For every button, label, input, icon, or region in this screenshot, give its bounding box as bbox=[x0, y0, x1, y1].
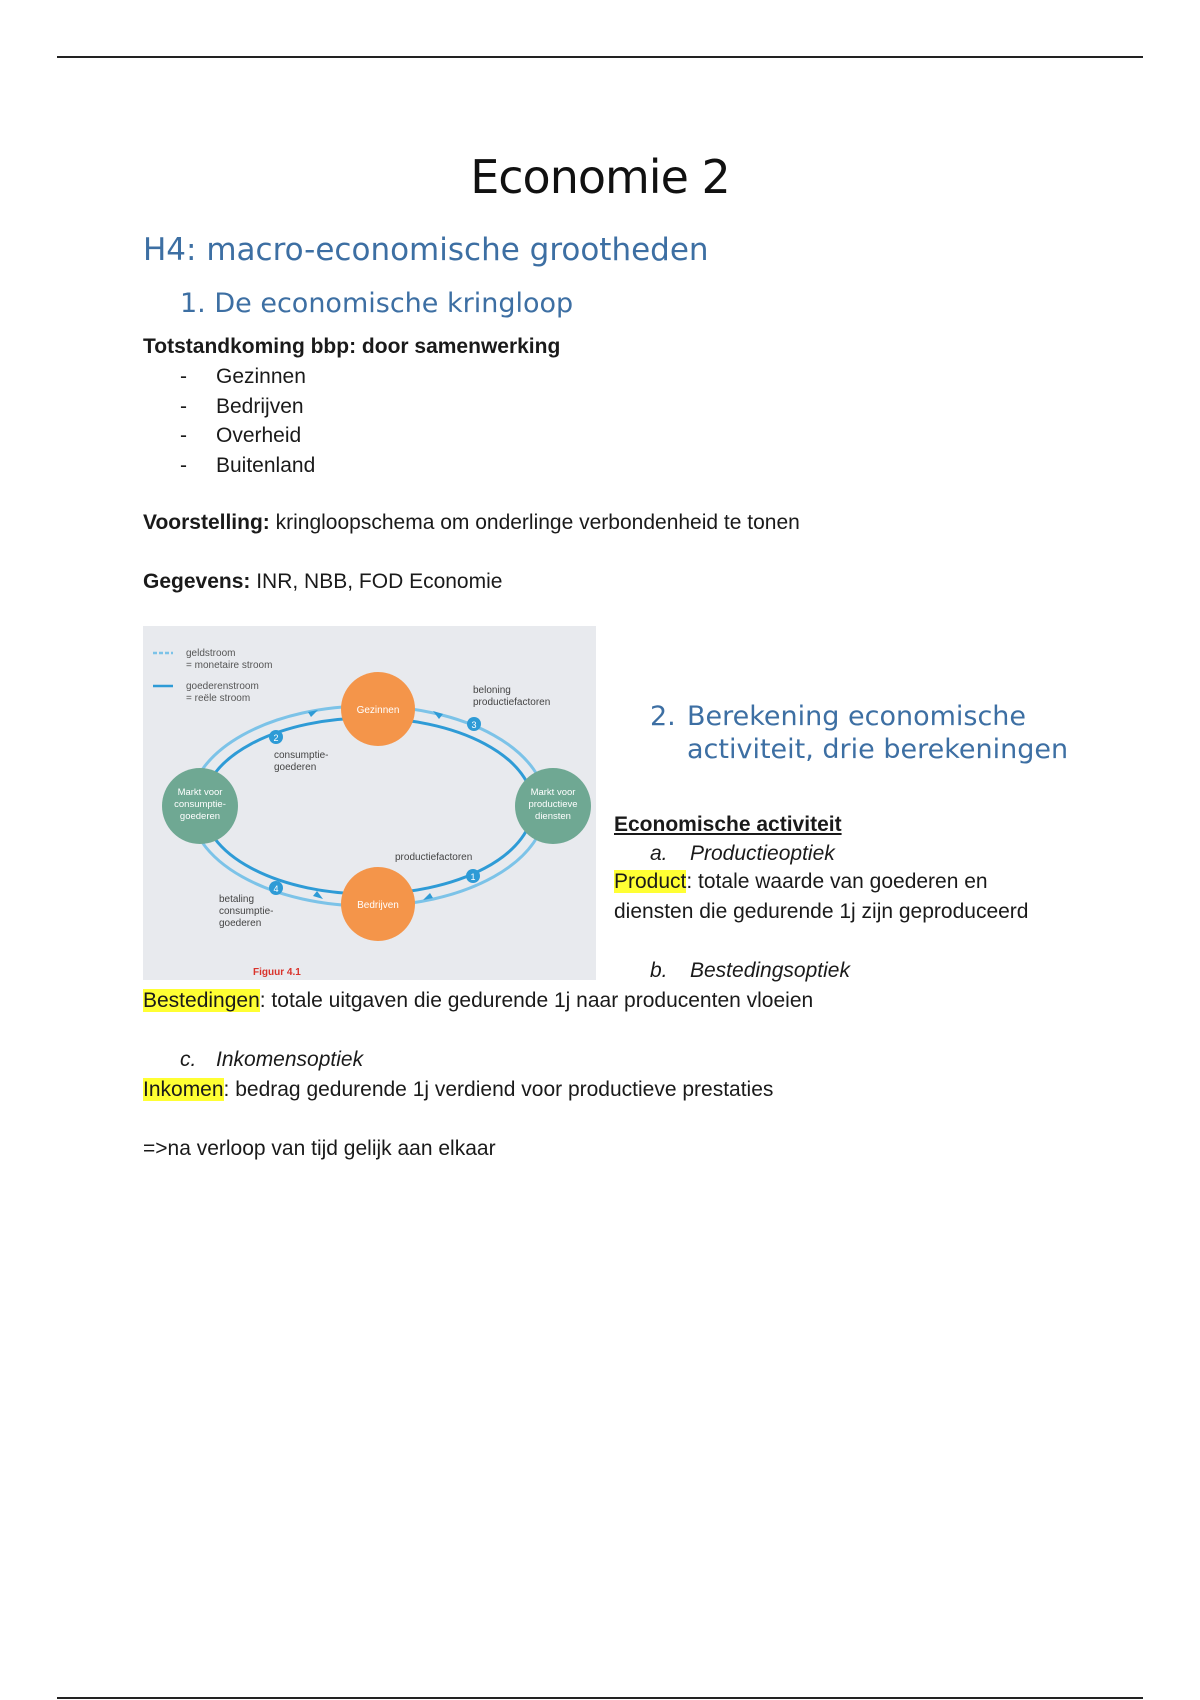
bbp-list bbox=[180, 362, 315, 480]
inkomen-term: Inkomen bbox=[143, 1078, 224, 1101]
node-label: Gezinnen bbox=[356, 705, 400, 716]
node-label: Markt voor bbox=[177, 787, 223, 798]
optiek-letter: b. bbox=[650, 959, 668, 982]
flow-label: beloning bbox=[473, 685, 511, 696]
footer-rule bbox=[57, 1697, 1143, 1699]
bestedingen-term: Bestedingen bbox=[143, 989, 260, 1012]
legend-label: geldstroom bbox=[186, 648, 236, 659]
flow-label: betaling bbox=[219, 894, 255, 905]
flow-marker-number: 1 bbox=[470, 872, 476, 882]
list-item-text: Buitenland bbox=[216, 453, 316, 477]
bestedingen-text: : totale uitgaven die gedurende 1j naar producenten vloeien bbox=[259, 989, 814, 1012]
optiek-text: Productieoptiek bbox=[690, 842, 835, 865]
flow-label: consumptie- bbox=[219, 906, 274, 917]
optiek-b bbox=[650, 956, 850, 985]
conclusion-text: =>na verloop van tijd gelijk aan elkaar bbox=[143, 1137, 496, 1160]
list-item bbox=[180, 392, 315, 422]
gegevens-paragraph bbox=[143, 567, 502, 596]
list-item bbox=[180, 451, 315, 481]
section-title: Berekening economische activiteit, drie berekeningen bbox=[687, 701, 1069, 765]
optiek-text: Bestedingsoptiek bbox=[690, 959, 850, 982]
list-item bbox=[180, 362, 315, 392]
gegevens-text: INR, NBB, FOD Economie bbox=[250, 570, 503, 593]
legend-label: = reële stroom bbox=[186, 693, 251, 704]
list-dash: - bbox=[180, 453, 187, 477]
list-item-text: Overheid bbox=[216, 424, 302, 447]
node-label: Markt voor bbox=[530, 787, 576, 798]
optiek-c bbox=[180, 1045, 363, 1074]
header-rule bbox=[57, 56, 1143, 58]
flow-label: consumptie- bbox=[274, 750, 329, 761]
node-label: Bedrijven bbox=[357, 900, 399, 911]
page-title: Economie 2 bbox=[470, 150, 730, 204]
bbp-heading: Totstandkoming bbp: door samenwerking bbox=[143, 335, 561, 358]
product-definition-line2: diensten die gedurende 1j zijn geproduceerd bbox=[614, 900, 1029, 923]
flow-arrow bbox=[313, 891, 323, 899]
node-label: consumptie- bbox=[174, 799, 226, 810]
section-heading-1 bbox=[180, 288, 573, 319]
optiek-letter: a. bbox=[650, 842, 668, 865]
flow-label: productiefactoren bbox=[395, 852, 473, 863]
optiek-text: Inkomensoptiek bbox=[216, 1048, 364, 1071]
gegevens-label: Gegevens: bbox=[143, 570, 251, 593]
product-definition-line1 bbox=[614, 867, 988, 896]
optiek-a bbox=[650, 839, 835, 868]
list-dash: - bbox=[180, 424, 187, 447]
product-term: Product bbox=[614, 870, 687, 893]
node-label: goederen bbox=[179, 811, 221, 822]
legend-label: = monetaire stroom bbox=[186, 660, 273, 671]
list-item-text: Bedrijven bbox=[216, 394, 304, 418]
figure-legend bbox=[153, 648, 272, 704]
figure-caption: Figuur 4.1 bbox=[253, 967, 301, 978]
section-number: 1. bbox=[180, 288, 206, 319]
list-item-text: Gezinnen bbox=[216, 365, 306, 388]
flow-label: goederen bbox=[274, 762, 317, 773]
flow-label: goederen bbox=[219, 918, 262, 929]
section-heading-2 bbox=[650, 700, 1110, 766]
activity-heading: Economische activiteit bbox=[614, 813, 842, 836]
flow-marker-number: 2 bbox=[273, 733, 279, 743]
list-dash: - bbox=[180, 365, 187, 388]
product-text: : totale waarde van goederen en bbox=[686, 870, 988, 893]
node-label: diensten bbox=[535, 811, 571, 822]
flow-label: productiefactoren bbox=[473, 697, 551, 708]
inkomen-definition bbox=[143, 1075, 773, 1104]
flow-arrow bbox=[433, 711, 443, 719]
inkomen-text: : bedrag gedurende 1j verdiend voor productieve prestaties bbox=[223, 1078, 774, 1101]
voorstelling-label: Voorstelling: bbox=[143, 511, 270, 534]
list-item bbox=[180, 421, 315, 451]
voorstelling-text: kringloopschema om onderlinge verbondenheid te tonen bbox=[269, 511, 800, 534]
section-title: De economische kringloop bbox=[214, 288, 574, 319]
chapter-heading: H4: macro-economische grootheden bbox=[143, 232, 709, 268]
legend-label: goederenstroom bbox=[186, 681, 259, 692]
voorstelling-paragraph bbox=[143, 508, 800, 537]
circular-flow-figure bbox=[143, 626, 596, 980]
section-number: 2. bbox=[650, 701, 676, 732]
node-label: productieve bbox=[528, 799, 578, 810]
optiek-letter: c. bbox=[180, 1048, 197, 1071]
list-dash: - bbox=[180, 394, 187, 418]
bestedingen-definition bbox=[143, 986, 813, 1015]
flow-marker-number: 4 bbox=[273, 884, 279, 894]
flow-marker-number: 3 bbox=[471, 720, 477, 730]
